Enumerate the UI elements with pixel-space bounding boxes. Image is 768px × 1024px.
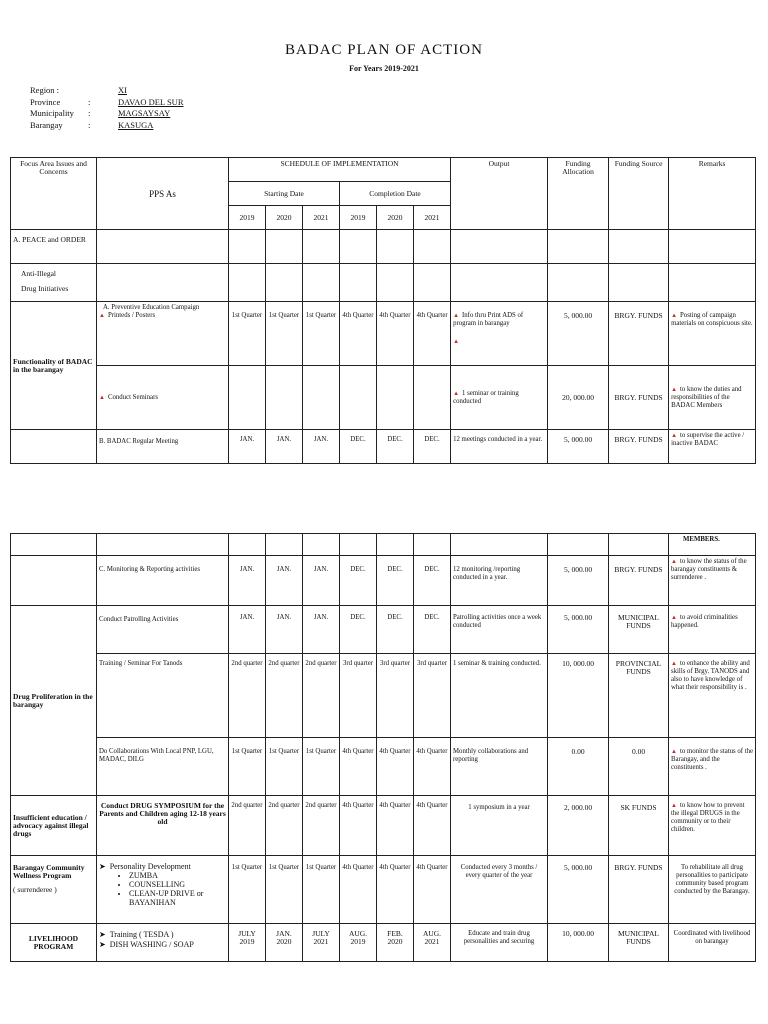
cell-conduct-seminars: ▲ Conduct Seminars bbox=[97, 366, 229, 430]
cell-drug-proliferation: Drug Proliferation in the barangay bbox=[11, 606, 97, 796]
cell-functionality: Functionality of BADAC in the barangay bbox=[11, 302, 97, 430]
list-item: • CLEAN-UP DRIVE or BAYANIHAN bbox=[129, 889, 226, 907]
header-year: 2021 bbox=[303, 206, 340, 230]
header-starting-date: Starting Date bbox=[229, 182, 340, 206]
cell-livelihood-items: ➤ Training ( TESDA ) ➤ DISH WASHING / SOAP bbox=[97, 924, 229, 962]
header-year: 2020 bbox=[266, 206, 303, 230]
cell-drug-symposium: Conduct DRUG SYMPOSIUM for the Parents and Children aging 12-18 years old bbox=[97, 796, 229, 856]
bullet-printeds: ▲ Printeds / Posters bbox=[99, 312, 226, 320]
info-row-barangay: Barangay : KASUGA bbox=[30, 119, 154, 130]
cell-sem-output: ▲ 1 seminar or training conducted bbox=[451, 366, 548, 430]
header-schedule: SCHEDULE OF IMPLEMENTATION bbox=[229, 158, 451, 182]
cell-prev-remarks: ▲ Posting of campaign materials on conspicuous site. bbox=[669, 302, 756, 366]
header-remarks: Remarks bbox=[669, 158, 756, 230]
cell-livelihood: LIVELIHOOD PROGRAM bbox=[11, 924, 97, 962]
cell-badac-meeting: B. BADAC Regular Meeting bbox=[97, 430, 229, 464]
header-year: 2019 bbox=[229, 206, 266, 230]
header-funding-allocation: Funding Allocation bbox=[548, 158, 609, 230]
cell-prev-output: ▲ Info thru Print ADS of program in barangay ▲ bbox=[451, 302, 548, 366]
cell-preventive-campaign: A. Preventive Education Campaign ▲ Printeds / Posters bbox=[97, 302, 229, 366]
cell-sem-remarks: ▲ to know the duties and responsibilities of the BADAC Members bbox=[669, 366, 756, 430]
location-info bbox=[30, 85, 184, 131]
cell-anti-illegal: Anti-Illegal Drug Initiatives bbox=[11, 264, 97, 302]
page-subtitle: For Years 2019-2021 bbox=[349, 64, 419, 73]
cell-meet-remarks: ▲ to supervise the active / inactive BADAC bbox=[669, 430, 756, 464]
cell-pat-remarks: ▲ to avoid criminalities happened. bbox=[669, 606, 756, 654]
cell-members: MEMBERS. bbox=[669, 534, 756, 556]
plan-table-page-2: MEMBERS. C. Monitoring & Reporting activities JAN. JAN. JAN. DEC. DEC. DEC. 12 monitoring /reporting conducted in a year. 5, 000.00 BRGY. FUNDS ▲ to know the status of the barangay constituents & surrenderee . Drug Proliferation in the barangay Conduct Patrolling Activities JAN. JAN. JAN. DEC. DEC. DEC. Patrolling activities once a week conducted 5, 000.00 MUNICIPAL FUNDS ▲ to avoid criminalities happened. Training / Seminar For Tanods 2nd quarter 2nd quarter 2nd quarter 3rd quarter 3rd quarter 3rd quarter 1 seminar & training conducted. 10, 000.00 PROVINCIAL FUNDS ▲ to enhance the ability and skills of Brgy. TANODS and also to have knowledge of what their responsibility is . Do Collaborations With Local PNP, LGU, MADAC, DILG 1st Quarter 1st Quarter 1st Quarter 4th Quarter 4th Quarter 4th Quarter Monthly collaborations and reporting 0.00 0.00 ▲ to monitor the status of the Barangay, and the constituents . Insufficient education / advocacy against illegal drugs Conduct DRUG SYMPOSIUM for the Parents and Children aging 12-18 years old 2nd quarter 2nd quarter 2nd quarter 4th Quarter 4th Quarter 4th Quarter 1 symposium in a year 2, 000.00 SK FUNDS ▲ to know how to prevent the illegal DRUGS in the community or to their children. Barangay Community Wellness Program ( surrenderee ) ➤ Personality Development • ZUMBA • COUNSELLING • CLEAN-UP DRIVE or BAYANIHAN 1st Quarter 1st Quarter 1st Quarter 4th Quarter 4th Quarter 4th Quarter Conducted every 3 months / every quarter of the year 5, 000.00 BRGY. FUNDS To rehabilitate all drug personalities to participate community based program conducted by the Barangay. LIVELIHOOD PROGRAM ➤ Training ( TESDA ) ➤ DISH WASHING / SOAP JULY 2019 JAN. 2020 JULY 2021 AUG. 2019 FEB. 2020 AUG. 2021 Educate and train drug personalities and securing 10, 000.00 MUNICIPAL FUNDS Coordinated with livelihood on barangay bbox=[10, 533, 756, 962]
header-funding-source: Funding Source bbox=[609, 158, 669, 230]
cell-col-remarks: ▲ to monitor the status of the Barangay, and the constituents . bbox=[669, 738, 756, 796]
cell-insufficient-education: Insufficient education / advocacy against illegal drugs bbox=[11, 796, 97, 856]
list-item: • ZUMBA bbox=[129, 871, 226, 880]
header-year: 2019 bbox=[340, 206, 377, 230]
cell-community-wellness: Barangay Community Wellness Program ( surrenderee ) bbox=[11, 856, 97, 924]
list-item: • COUNSELLING bbox=[129, 880, 226, 889]
cell-sym-remarks: ▲ to know how to prevent the illegal DRUGS in the community or to their children. bbox=[669, 796, 756, 856]
cell-personality-development: ➤ Personality Development • ZUMBA • COUNSELLING • CLEAN-UP DRIVE or BAYANIHAN bbox=[97, 856, 229, 924]
info-row-region: Region : XI bbox=[30, 85, 127, 95]
cell-mon-remarks: ▲ to know the status of the barangay constituents & surrenderee . bbox=[669, 556, 756, 606]
info-row-province: Province : DAVAO DEL SUR bbox=[30, 96, 184, 107]
header-completion-date: Completion Date bbox=[340, 182, 451, 206]
cell-peace-order: A. PEACE and ORDER bbox=[11, 230, 97, 264]
cell-tr-remarks: ▲ to enhance the ability and skills of Brgy. TANODS and also to have knowledge of what their responsibility is . bbox=[669, 654, 756, 738]
info-row-municipality: Municipality : MAGSAYSAY bbox=[30, 108, 171, 118]
header-year: 2021 bbox=[414, 206, 451, 230]
page-title: BADAC PLAN OF ACTION bbox=[285, 42, 483, 58]
header-output: Output bbox=[451, 158, 548, 230]
header-focus-area: Focus Area Issues and Concerns bbox=[11, 158, 97, 230]
header-ppas: PPS As bbox=[97, 158, 229, 230]
header-year: 2020 bbox=[377, 206, 414, 230]
plan-table-page-1: Focus Area Issues and Concerns PPS As SCHEDULE OF IMPLEMENTATION Output Funding Allocation Funding Source Remarks Starting Date Completion Date 2019 2020 2021 2019 2020 2021 A. PEACE and ORDER Anti-Illegal Drug Initiatives Functionality of BADAC in the barangay A. Preventive Education Campaign ▲ Printeds / Posters 1st Quarter 1st Quarter 1st Quarter 4th Quarter 4th Quarter 4th Quarter ▲ Info thru Print ADS of program in barangay ▲ 5, 000.00 BRGY. FUNDS ▲ Posting of campaign materials on conspicuous site. ▲ Conduct Seminars ▲ 1 seminar or training conducted 20, 000.00 BRGY. FUNDS ▲ to know the duties and responsibilities of the BADAC Members B. BADAC Regular Meeting JAN. JAN. JAN. DEC. DEC. DEC. 12 meetings conducted in a year. 5, 000.00 BRGY. FUNDS ▲ to supervise the active / inactive BADAC bbox=[10, 157, 756, 464]
